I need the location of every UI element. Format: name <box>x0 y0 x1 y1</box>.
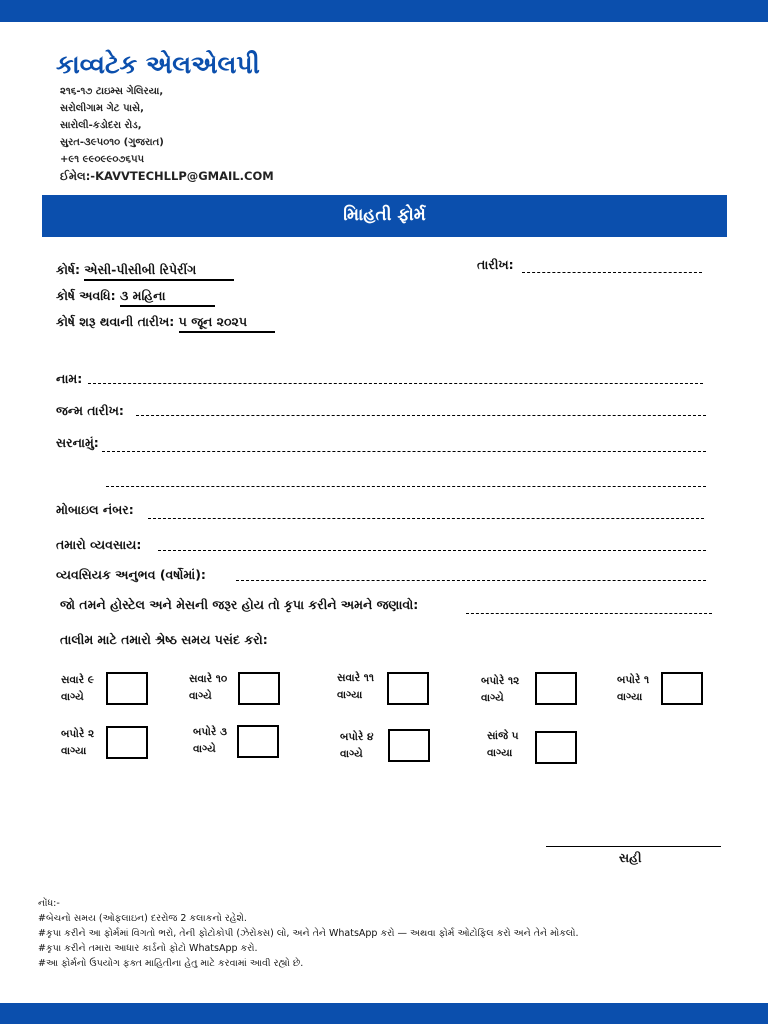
occupation-field[interactable] <box>158 550 706 551</box>
experience-label: વ્યવસિયક અનુભવ (વર્ષોમાં): <box>56 567 206 582</box>
address-field[interactable] <box>102 451 706 452</box>
notes-title: નોંધ:- <box>38 898 60 909</box>
hostel-field[interactable] <box>466 613 712 614</box>
address-line: ૨૧૬-૧૭ ટાઇમ્સ ગેલિરયા, <box>60 86 164 97</box>
slot-label: બપોરે ૨ વાગ્યા <box>61 728 95 757</box>
slot-label: બપોરે ૩ વાગ્યે <box>193 726 227 755</box>
timing-heading: તાલીમ માટે તમારો શ્રેષ્ઠ સમય પસંદ કરો: <box>60 632 268 647</box>
start-date-row <box>56 314 275 333</box>
note-line: #કૃપા કરીને આ ફોર્મમાં વિગતો ભરો, તેની ફોટોકોપી (ઝેરોક્સ) લો, અને તેને WhatsApp કરો — અથવા ફોર્મ ઓટોફિલ કરો અને તેને મોકલો. <box>38 928 579 939</box>
name-field[interactable] <box>88 383 703 384</box>
date-label: તારીખ: <box>477 257 514 272</box>
experience-field[interactable] <box>236 580 706 581</box>
phone-number: +૯૧ ૯૯૦૯૯૦૭૬૫૫ <box>60 154 145 165</box>
mobile-field[interactable] <box>148 518 704 519</box>
mobile-label: મોબાઇલ નંબર: <box>56 502 134 517</box>
course-row <box>56 262 234 281</box>
slot-label: બપોરે ૪ વાગ્યે <box>340 731 374 760</box>
slot-checkbox-12pm[interactable] <box>535 672 577 705</box>
slot-checkbox-2pm[interactable] <box>106 726 148 759</box>
slot-checkbox-5pm[interactable] <box>535 731 577 764</box>
slot-checkbox-1pm[interactable] <box>661 672 703 705</box>
dob-field[interactable] <box>136 415 706 416</box>
slot-checkbox-3pm[interactable] <box>237 725 279 758</box>
slot-checkbox-4pm[interactable] <box>388 729 430 762</box>
course-label: કોર્ષ: <box>56 262 85 277</box>
signature-line[interactable] <box>546 846 721 847</box>
duration-label: કોર્ષ અવધિ: <box>56 288 120 303</box>
slot-label: બપોરે ૧ વાગ્યા <box>617 674 650 703</box>
duration-row <box>56 288 215 307</box>
address-field-line-2[interactable] <box>106 486 706 487</box>
note-line: #આ ફોર્મનો ઉપયોગ ફક્ત માહિતીના હેતુ માટે કરવામાં આવી રહ્યો છે. <box>38 958 304 969</box>
address-line: સરોલીગામ ગેટ પાસે, <box>60 103 144 114</box>
bottom-bar <box>0 1003 768 1024</box>
note-line: #બેચનો સમય (ઓફલાઇન) દરરોજ 2 કલાકનો રહેશે. <box>38 913 247 924</box>
slot-label: બપોરે ૧૨ વાગ્યે <box>481 675 520 704</box>
slot-label: સવારે ૧૦ વાગ્યે <box>189 673 228 702</box>
company-name: કાવ્વટેક એલએલપી <box>56 50 260 79</box>
slot-checkbox-9am[interactable] <box>106 672 148 705</box>
occupation-label: તમારો વ્યવસાય: <box>56 537 142 552</box>
date-field[interactable] <box>522 272 702 273</box>
address-label: સરનામું: <box>56 435 99 450</box>
course-value: એસી-પીસીબી રિપેરીંગ <box>84 262 234 281</box>
address-line: સુરત-૩૯૫૦૧૦ (ગુજરાત) <box>60 137 164 148</box>
name-label: નામ: <box>56 371 83 386</box>
dob-label: જન્મ તારીખ: <box>56 403 124 418</box>
slot-checkbox-11am[interactable] <box>387 672 429 705</box>
note-line: #કૃપા કરીને તમારા આધાર કાર્ડનો ફોટો WhatsApp કરો. <box>38 943 258 954</box>
hostel-label: જો તમને હોસ્ટેલ અને મેસની જરૂર હોય તો કૃપા કરીને અમને જણાવો: <box>60 597 419 612</box>
slot-label: સવારે ૯ વાગ્યે <box>61 674 94 703</box>
top-bar <box>0 0 768 22</box>
signature-label: સહી <box>619 850 642 865</box>
slot-label: સાંજે ૫ વાગ્યા <box>487 730 519 759</box>
address-line: સારોલી-કડોદરા રોડ, <box>60 120 142 131</box>
slot-label: સવારે ૧૧ વાગ્યા <box>337 672 374 701</box>
duration-value: ૩ મહિના <box>120 288 215 307</box>
start-date-value: ૫ જૂન ૨૦૨૫ <box>179 314 275 333</box>
email: ઈમેલ:-KAVVTECHLLP@GMAIL.COM <box>60 169 274 183</box>
start-date-label: કોર્ષ શરૂ થવાની તારીખ: <box>56 314 179 329</box>
form-title-banner: માિહતી ફોર્મ <box>42 195 727 237</box>
slot-checkbox-10am[interactable] <box>238 672 280 705</box>
